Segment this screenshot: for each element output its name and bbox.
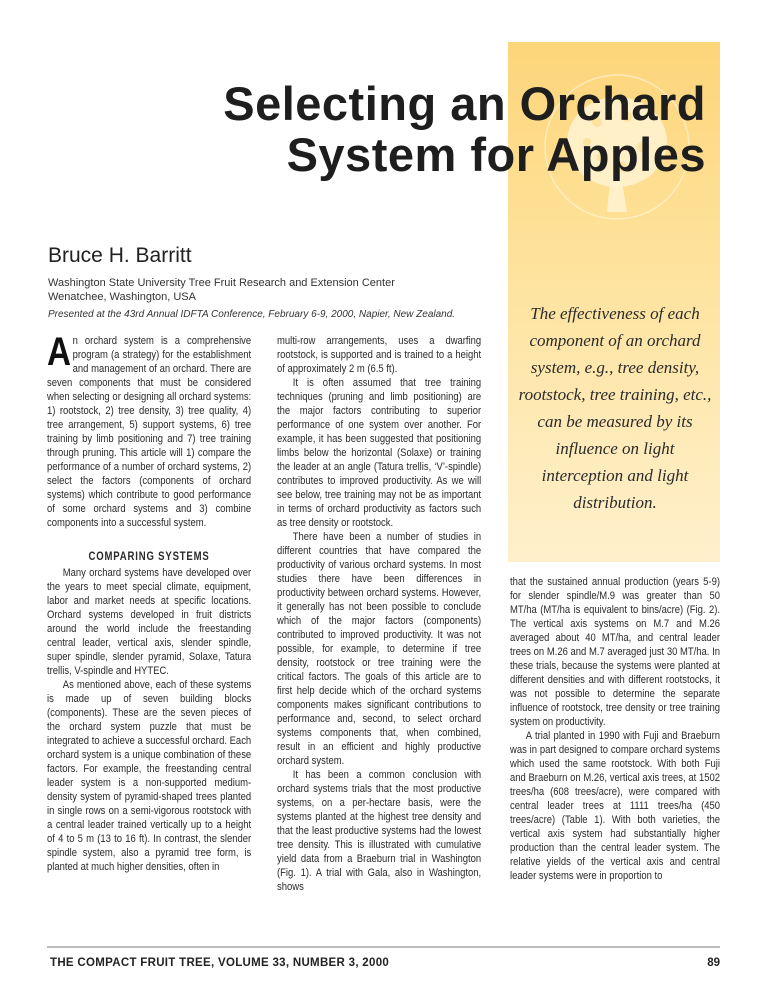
- paragraph: multi-row arrangements, uses a dwarfing rootstock, is supported and is trained to a height of approximately 2 m (6.5 ft).: [277, 335, 482, 375]
- paragraph: that the sustained annual production (years 5-9) for slender spindle/M.9 was greater than 50 MT/ha (MT/ha is equivalent to bins/acre) (Fig. 2). The vertical axis systems on M.7 and M.26 averaged about 40 MT/ha, and central leader trees on M.26 and M.7 averaged just 30 MT/ha. In these trials, because the systems were planted at different densities and with different rootstocks, it was not possible to determine the separate influence of rootstock, tree density or tree training system on productivity.: [510, 576, 720, 728]
- page-number: 89: [707, 957, 720, 969]
- column-2: [277, 334, 481, 894]
- pull-quote: The effectiveness of each component of an orchard system, e.g., tree density, rootstock, tree training, etc., can be measured by its influence on light interception and light distribution.: [518, 304, 712, 512]
- paragraph: There have been a number of studies in different countries that have compared the productivity of various orchard systems. In most studies there have been differences in productivity between orchard systems. However, it generally has not been possible to conclude which of the major factors (components) contributed to improved productivity. It was not possible, for example, to determine if tree density, rootstock or tree training were the critical factors. The goals of this article are to first help decide which of the orchard systems components makes significant contributions to performance and, second, to select orchard systems components that, when combined, result in an efficient and highly productive orchard system.: [277, 531, 482, 767]
- presentation-note: Presented at the 43rd Annual IDFTA Conference, February 6-9, 2000, Napier, New Zealand.: [48, 309, 456, 320]
- title-line: Selecting an Orchard: [223, 77, 706, 130]
- title-line: System for Apples: [286, 128, 706, 181]
- intro-text: n orchard system is a comprehensive program (a strategy) for the establishment and management of an orchard. There are seven components that must be considered when selecting or designing all orchard systems: 1) rootstock, 2) tree density, 3) tree quality, 4) tree arrangement, 5) support systems, 6) tree training by limb positioning and 7) tree training through pruning. This article will 1) compare the performance of a number of orchard systems, 2) select the factors (components of orchard systems) which contribute to good performance of some orchard systems and 3) combine components into a successful system.: [47, 335, 252, 529]
- paragraph: It is often assumed that tree training techniques (pruning and limb positioning) are the major factors contributing to superior performance of one system over another. For example, it has been suggested that positioning limbs below the horizontal (Solaxe) or training the leader at an angle (Tatura trellis, ‘V’-spindle) contributes to improved productivity. As we will see below, tree training may not be as important in terms of orchard productivity as factors such as tree density or rootstock.: [277, 377, 482, 529]
- affiliation-location: Wenatchee, Washington, USA: [48, 291, 196, 303]
- paragraph: It has been a common conclusion with orchard systems trials that the most productive systems, on a per-hectare basis, were the systems planted at the highest tree density and that the least productive systems had the lowest tree density. This is illustrated with cumulative yield data from a Braeburn trial in Washington (Fig. 1). A trial with Gala, also in Washington, shows: [277, 769, 482, 893]
- intro-paragraph: [47, 330, 252, 530]
- paragraph: Many orchard systems have developed over the years to meet special climate, equipment, labor and market needs at specific locations. Orchard systems developed in fruit districts around the world include the freestanding central leader, vertical axis, slender spindle, super spindle, slender pyramid, Solaxe, Tatura trellis, V-spindle and HYTEC.: [47, 567, 252, 677]
- drop-cap: A: [47, 330, 71, 374]
- column-3: [510, 575, 720, 883]
- column-3-text: [510, 575, 720, 883]
- affiliation-line: Washington State University Tree Fruit Research and Extension Center: [48, 277, 395, 289]
- paragraph: A trial planted in 1990 with Fuji and Braeburn was in part designed to compare orchard systems which used the same rootstock. With both Fuji and Braeburn on M.26, vertical axis trees, at 1502 trees/ha (608 trees/acre), were compared with central leader trees at 1111 trees/ha (450 trees/acre) (Table 1). With both varieties, the vertical axis system had substantially higher production than the central leader system. The relative yields of the vertical axis and central leader systems were in proportion to: [510, 730, 720, 882]
- column-1: [47, 330, 252, 874]
- author-affiliation: [48, 276, 395, 304]
- column-1-text: [47, 330, 252, 874]
- column-2-text: [277, 334, 481, 894]
- article-title: [223, 78, 706, 180]
- author-name: Bruce H. Barritt: [48, 244, 192, 267]
- paragraph: As mentioned above, each of these systems is made up of seven building blocks (components). These are the seven pieces of the orchard system puzzle that must be integrated to achieve a successful orchard. Each orchard system is a unique combination of these factors. For example, the freestanding central leader system is a non-supported medium-density system of pyramid-shaped trees planted in single rows on a semi-vigorous rootstock with a central leader trained vertically up to a height of 4 to 5 m (13 to 16 ft). In contrast, the slender spindle system, also a pyramid tree form, is planted at much higher densities, often in: [47, 679, 252, 873]
- section-heading: COMPARING SYSTEMS: [88, 551, 210, 563]
- journal-footer: THE COMPACT FRUIT TREE, VOLUME 33, NUMBER 3, 2000: [50, 957, 390, 969]
- footer-divider: [47, 946, 720, 948]
